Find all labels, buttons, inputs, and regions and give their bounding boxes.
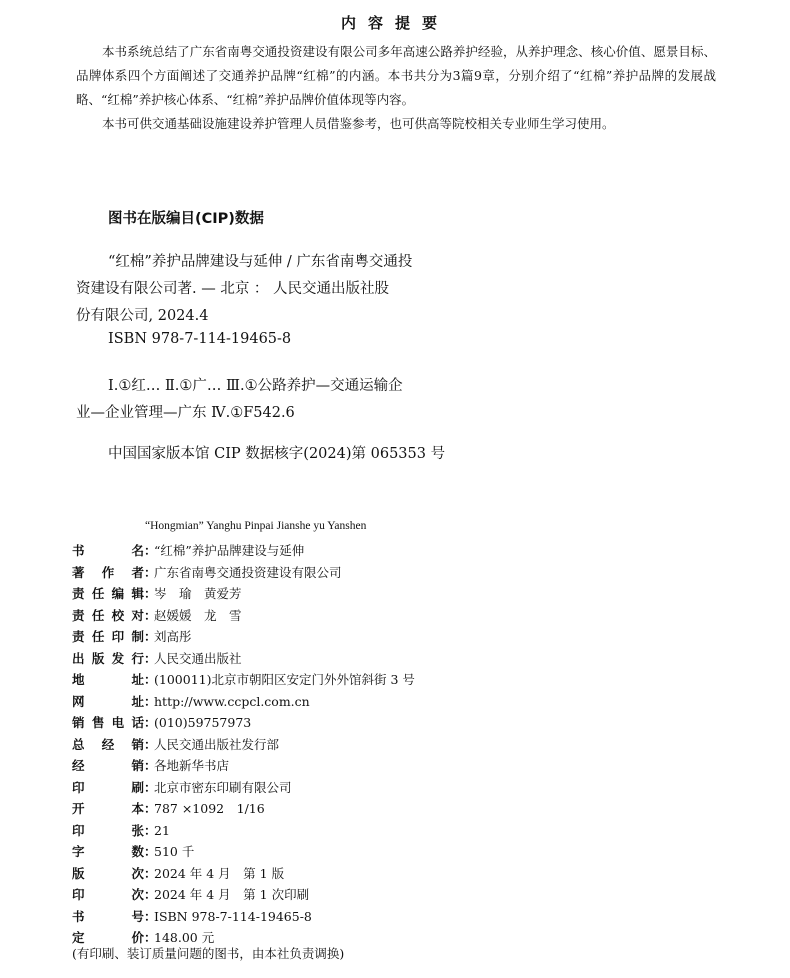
info-label: 书号 (72, 908, 144, 924)
info-value: 人民交通出版社 (154, 650, 242, 666)
cip-title: 图书在版编目(CIP)数据 (108, 211, 264, 227)
pinyin-title: “Hongmian” Yanghu Pinpai Jianshe yu Yanshen (145, 520, 367, 532)
info-label: 责任印制 (72, 629, 144, 644)
info-colon: ： (144, 758, 157, 773)
info-row (72, 863, 772, 885)
info-row (72, 884, 772, 906)
info-row (72, 626, 772, 648)
info-value: 刘高彤 (154, 629, 192, 644)
info-value: 2024 年 4 月 第 1 版 (154, 865, 285, 881)
cip-line-1: “红棉”养护品牌建设与延伸 / 广东省南粤交通投 (108, 254, 413, 270)
info-label: 责任编辑 (72, 586, 144, 601)
info-label: 销售电话 (72, 715, 144, 730)
cip-classification-2: 业—企业管理—广东 Ⅳ.①F542.6 (76, 405, 295, 421)
info-value: “红棉”养护品牌建设与延伸 (154, 543, 305, 558)
publication-info (72, 540, 772, 949)
info-row (72, 906, 772, 928)
cip-line-2: 资建设有限公司著. — 北京 ： 人民交通出版社股 (76, 281, 390, 297)
info-label: 责任校对 (72, 607, 144, 623)
info-label: 书名 (72, 543, 144, 558)
info-label: 印张 (72, 822, 144, 838)
info-label: 经销 (72, 758, 144, 773)
info-value: 赵媛媛 龙 雪 (154, 607, 242, 623)
info-row (72, 562, 772, 584)
info-colon: ： (144, 693, 157, 709)
info-row (72, 691, 772, 713)
info-colon: ： (144, 715, 157, 730)
cip-isbn: ISBN 978-7-114-19465-8 (108, 331, 292, 347)
info-colon: ： (144, 672, 157, 687)
info-colon: ： (144, 822, 157, 838)
info-label: 网址 (72, 693, 144, 709)
info-colon: ： (144, 629, 157, 644)
info-colon: ： (144, 908, 157, 924)
summary-paragraph-1: 本书系统总结了广东省南粤交通投资建设有限公司多年高速公路养护经验，从养护理念、核心价值、愿景目标、品牌体系四个方面阐述了交通养护品牌“红棉”的内涵。本书共分为3篇9章，分别介绍了“红棉”养护品牌的发展战略、“红棉”养护核心体系、“红棉”养护品牌价值体现等内容。 (76, 44, 716, 107)
info-colon: ： (144, 607, 157, 623)
info-row (72, 820, 772, 842)
info-row (72, 648, 772, 670)
summary-block (76, 40, 716, 136)
quality-note: (有印刷、装订质量问题的图书，由本社负责调换) (72, 946, 345, 961)
info-label: 印刷 (72, 779, 144, 795)
info-row (72, 841, 772, 863)
info-colon: ： (144, 779, 157, 795)
info-colon: ： (144, 650, 157, 666)
info-value: 148.00 元 (154, 930, 215, 945)
info-value: (100011)北京市朝阳区安定门外外馆斜街 3 号 (154, 672, 415, 687)
info-colon: ： (144, 564, 157, 580)
info-value: 岑 瑜 黄爱芳 (154, 586, 242, 601)
info-colon: ： (144, 586, 157, 601)
info-label: 著作者 (72, 564, 144, 580)
info-value: 北京市密东印刷有限公司 (154, 779, 292, 795)
info-value: 人民交通出版社发行部 (154, 736, 280, 752)
info-label: 总经销 (72, 736, 144, 752)
summary-paragraph-2: 本书可供交通基础设施建设养护管理人员借鉴参考，也可供高等院校相关专业师生学习使用。 (102, 116, 615, 131)
info-value: ISBN 978-7-114-19465-8 (154, 908, 312, 924)
info-colon: ： (144, 543, 157, 558)
info-colon: ： (144, 865, 157, 881)
cip-classification-1: Ⅰ.①红… Ⅱ.①广… Ⅲ.①公路养护—交通运输企 (108, 378, 403, 394)
info-label: 字数 (72, 844, 144, 859)
summary-heading: 内容提要 (340, 14, 449, 32)
info-row (72, 777, 772, 799)
info-label: 开本 (72, 801, 144, 816)
info-value: (010)59757973 (154, 715, 252, 730)
info-colon: ： (144, 887, 157, 902)
info-label: 地址 (72, 672, 144, 687)
info-value: 2024 年 4 月 第 1 次印刷 (154, 887, 310, 902)
info-colon: ： (144, 930, 157, 945)
info-value: 广东省南粤交通投资建设有限公司 (154, 564, 342, 580)
info-colon: ： (144, 801, 157, 816)
cip-line-3: 份有限公司, 2024.4 (76, 308, 209, 324)
info-colon: ： (144, 844, 157, 859)
cip-record-number: 中国国家版本馆 CIP 数据核字(2024)第 065353 号 (108, 446, 446, 462)
info-value: 21 (154, 822, 170, 838)
info-row (72, 669, 772, 691)
info-value: 510 千 (154, 844, 195, 859)
info-row (72, 734, 772, 756)
info-row (72, 583, 772, 605)
info-label: 印次 (72, 887, 144, 902)
info-colon: ： (144, 736, 157, 752)
info-value: 787 ×1092 1/16 (154, 801, 265, 816)
info-row (72, 540, 772, 562)
info-row (72, 798, 772, 820)
info-value: http://www.ccpcl.com.cn (154, 693, 310, 709)
info-row (72, 712, 772, 734)
info-value: 各地新华书店 (154, 758, 230, 773)
info-label: 版次 (72, 865, 144, 881)
info-label: 出版发行 (72, 650, 144, 666)
info-label: 定价 (72, 930, 144, 945)
info-row (72, 605, 772, 627)
info-row (72, 755, 772, 777)
